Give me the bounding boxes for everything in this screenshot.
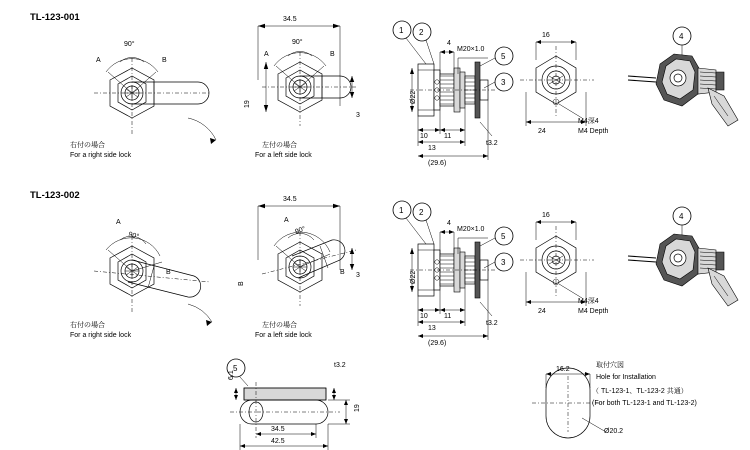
cam-arm bbox=[132, 82, 209, 104]
caption-r2v2-en: For a left side lock bbox=[255, 332, 312, 339]
svg-text:2: 2 bbox=[419, 208, 424, 217]
lock-3d bbox=[628, 54, 724, 106]
svg-text:2: 2 bbox=[419, 28, 424, 37]
dim-r2-3: 3 bbox=[356, 272, 360, 279]
view-r2-left-lock bbox=[240, 190, 370, 350]
view-r2-key bbox=[620, 206, 750, 326]
caption-r1v1-en: For a right side lock bbox=[70, 152, 132, 159]
label-angle: 90° bbox=[294, 225, 307, 236]
dim-cam-345: 34.5 bbox=[271, 426, 285, 433]
dim-r1-4: 4 bbox=[447, 40, 451, 47]
caption-r1v1-jp: 右付の場合 bbox=[70, 142, 105, 149]
caption-r1v2-en: For a left side lock bbox=[255, 152, 312, 159]
dim-r1-16: 16 bbox=[542, 32, 550, 39]
dim-r2-13: 13 bbox=[428, 325, 436, 332]
svg-text:1: 1 bbox=[399, 26, 404, 35]
label-a: A bbox=[116, 219, 121, 226]
dim-r1-11: 11 bbox=[444, 133, 452, 140]
key-3d bbox=[708, 268, 738, 306]
depth-r1-en: M4 Depth bbox=[578, 128, 609, 135]
key-3d bbox=[708, 88, 738, 126]
caption-r2v1-en: For a right side lock bbox=[70, 332, 132, 339]
dim-r2-b-label: B bbox=[238, 281, 245, 286]
view-r1-key bbox=[620, 26, 750, 146]
hole-note-en: (For both TL-123-1 and TL-123-2) bbox=[592, 400, 697, 407]
caption-r1v2-jp: 左付の場合 bbox=[262, 142, 297, 149]
depth-r1-jp: M4深4 bbox=[578, 118, 599, 125]
view-r1-front bbox=[510, 26, 620, 166]
dim-r2-24: 24 bbox=[538, 308, 546, 315]
thread-r1: M20×1.0 bbox=[457, 46, 485, 53]
dim-r2-345: 34.5 bbox=[283, 196, 297, 203]
svg-text:1: 1 bbox=[399, 206, 404, 215]
dim-r2-11: 11 bbox=[444, 313, 452, 320]
hole-note-jp: （ TL-123-1、TL-123-2 共通） bbox=[592, 388, 688, 395]
label-a: A bbox=[264, 51, 269, 58]
caption-r2v1-jp: 右付の場合 bbox=[70, 322, 105, 329]
svg-text:4: 4 bbox=[679, 32, 684, 41]
svg-text:5: 5 bbox=[233, 364, 238, 373]
dim-cam-425: 42.5 bbox=[271, 438, 285, 445]
depth-r2-jp: M4深4 bbox=[578, 298, 599, 305]
dim-hole-dia: Ø20.2 bbox=[604, 428, 624, 435]
dim-r1-296: (29.6) bbox=[428, 160, 447, 167]
dim-cam-61: 6.1 bbox=[228, 370, 235, 380]
svg-text:5: 5 bbox=[501, 232, 506, 241]
view-r1-left-lock bbox=[240, 10, 370, 170]
dim-r2-296: (29.6) bbox=[428, 340, 447, 347]
caption-r2v2-jp: 左付の場合 bbox=[262, 322, 297, 329]
label-a: A bbox=[284, 217, 289, 224]
label-b: B bbox=[162, 57, 167, 64]
dim-r1-t32: t3.2 bbox=[486, 140, 498, 147]
dim-r1-13: 13 bbox=[428, 145, 436, 152]
label-angle: 90° bbox=[292, 39, 303, 46]
dim-r2-4: 4 bbox=[447, 220, 451, 227]
label-a: A bbox=[96, 57, 101, 64]
dim-r1-3: 3 bbox=[356, 112, 360, 119]
hole-title-jp: 取付穴図 bbox=[596, 362, 624, 369]
label-b: B bbox=[330, 51, 335, 58]
section-title-2: TL-123-002 bbox=[30, 190, 80, 201]
svg-text:3: 3 bbox=[501, 258, 506, 267]
svg-text:4: 4 bbox=[679, 212, 684, 221]
label-angle: 90° bbox=[127, 231, 140, 241]
view-r2-front bbox=[510, 206, 620, 346]
dia-r1: Ø22 bbox=[410, 90, 417, 104]
dim-r2-t32: t3.2 bbox=[486, 320, 498, 327]
dim-hole-162: 16.2 bbox=[556, 366, 570, 373]
dim-r2-16: 16 bbox=[542, 212, 550, 219]
dim-cam-19: 19 bbox=[354, 404, 361, 412]
dim-r1-345: 34.5 bbox=[283, 16, 297, 23]
lock-3d bbox=[628, 234, 724, 286]
depth-r2-en: M4 Depth bbox=[578, 308, 609, 315]
dim-r1-10: 10 bbox=[420, 133, 428, 140]
dim-r2-10: 10 bbox=[420, 313, 428, 320]
svg-text:5: 5 bbox=[501, 52, 506, 61]
dia-r2: Ø22 bbox=[410, 270, 417, 284]
label-b: B bbox=[340, 269, 345, 276]
label-b: B bbox=[166, 269, 171, 276]
thread-r2: M20×1.0 bbox=[457, 226, 485, 233]
dim-cam-t32: t3.2 bbox=[334, 362, 346, 369]
hole-title-en: Hole for Installation bbox=[596, 374, 656, 381]
section-title-1: TL-123-001 bbox=[30, 12, 80, 23]
label-angle: 90° bbox=[124, 41, 135, 48]
dim-r1-19: 19 bbox=[244, 100, 251, 108]
dim-r1-24: 24 bbox=[538, 128, 546, 135]
svg-text:3: 3 bbox=[501, 78, 506, 87]
